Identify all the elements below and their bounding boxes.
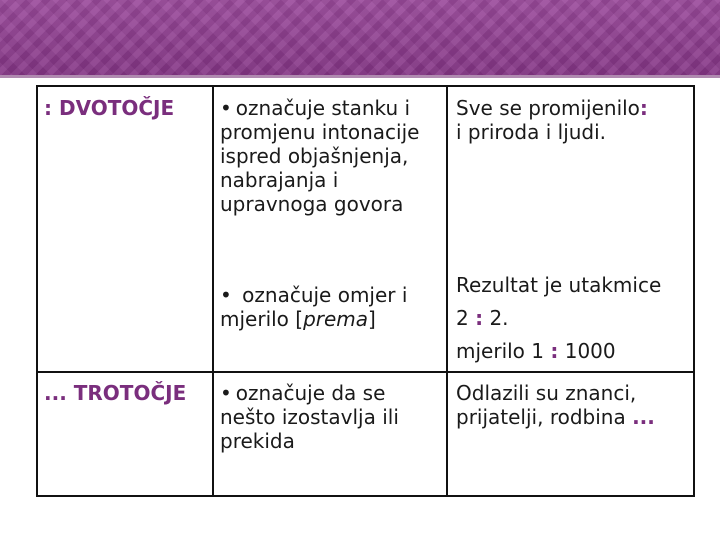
bullet: • — [220, 283, 232, 307]
usage-emphasis: prema — [303, 307, 369, 331]
bullet: • — [220, 96, 232, 120]
example-text: 2 — [456, 306, 476, 330]
usage-line: označuje omjer i — [242, 283, 408, 307]
usage-line: nabrajanja i — [220, 168, 339, 192]
term-name: DVOTOČJE — [58, 96, 175, 120]
term-symbol: ... — [44, 381, 67, 405]
usage-line: označuje stanku i — [235, 96, 411, 120]
example-text: 1000 — [558, 339, 616, 363]
usage-line: ] — [368, 307, 376, 331]
row-divider — [38, 371, 693, 373]
header-banner — [0, 0, 720, 75]
usage-line: promjenu intonacije — [220, 120, 420, 144]
term-symbol: : — [44, 96, 52, 120]
example-text: mjerilo 1 — [456, 339, 551, 363]
usage-dvotocje-2 — [220, 283, 407, 331]
example-text: i priroda i ljudi. — [456, 120, 607, 144]
example-symbol: ... — [632, 405, 655, 429]
usage-line: prekida — [220, 429, 295, 453]
usage-line: nešto izostavlja ili — [220, 405, 399, 429]
usage-line: ispred objašnjenja, — [220, 144, 409, 168]
example-text: Rezultat je utakmice — [456, 273, 662, 297]
usage-line: mjerilo [ — [220, 307, 304, 331]
example-text: Sve se promijenilo — [456, 96, 640, 120]
punctuation-table — [36, 85, 695, 497]
example-symbol: : — [550, 339, 559, 363]
example-trotocje — [456, 381, 655, 429]
usage-trotocje — [220, 381, 399, 453]
column-divider-1 — [212, 87, 214, 495]
example-text: 2. — [483, 306, 509, 330]
bullet: • — [220, 381, 232, 405]
term-dvotocje — [44, 96, 174, 120]
usage-dvotocje-1 — [220, 96, 419, 216]
example-text: prijatelji, rodbina — [456, 405, 633, 429]
term-name: TROTOČJE — [73, 381, 187, 405]
header-divider — [0, 75, 720, 78]
example-symbol: : — [639, 96, 648, 120]
example-text: Odlazili su znanci, — [456, 381, 637, 405]
example-dvotocje-2 — [456, 269, 661, 368]
column-divider-2 — [446, 87, 448, 495]
usage-line: upravnoga govora — [220, 192, 404, 216]
example-symbol: : — [475, 306, 484, 330]
term-trotocje — [44, 381, 186, 405]
example-dvotocje-1 — [456, 96, 648, 144]
usage-line: označuje da se — [235, 381, 386, 405]
